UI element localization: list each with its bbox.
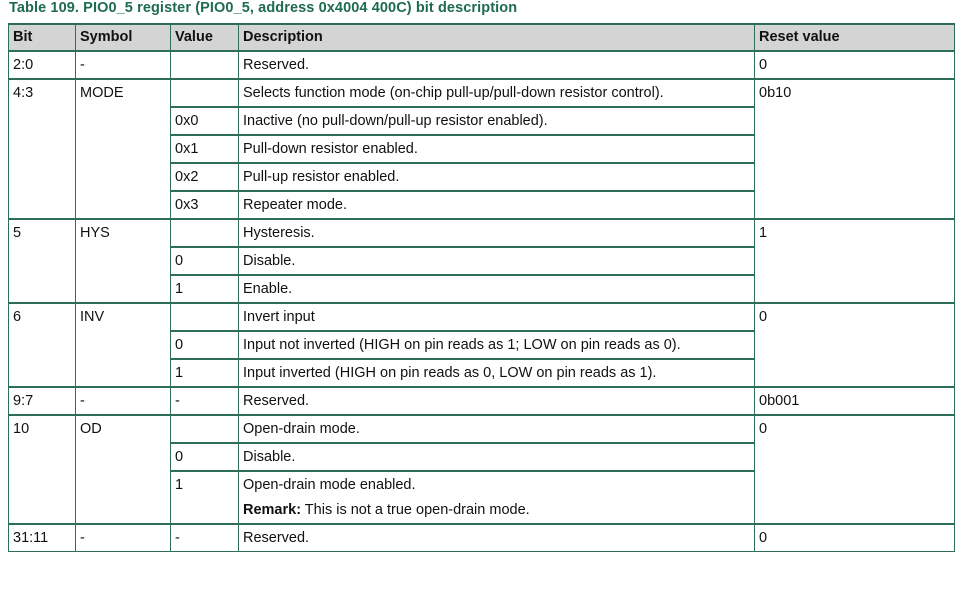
cell-description: Invert input <box>239 303 755 331</box>
table-row <box>9 303 955 331</box>
cell-value: 0x0 <box>171 107 239 135</box>
cell-value: 0 <box>171 443 239 471</box>
cell-symbol: OD <box>76 415 171 524</box>
cell-bit: 9:7 <box>9 387 76 415</box>
header-value: Value <box>171 24 239 51</box>
cell-description <box>239 471 755 524</box>
cell-value: - <box>171 524 239 552</box>
cell-value <box>171 219 239 247</box>
cell-description: Hysteresis. <box>239 219 755 247</box>
cell-value: 0x2 <box>171 163 239 191</box>
description-text: Open-drain mode enabled. <box>243 477 416 493</box>
table-row <box>9 524 955 552</box>
cell-symbol: - <box>76 51 171 79</box>
cell-description: Selects function mode (on-chip pull-up/pull-down resistor control). <box>239 79 755 107</box>
cell-symbol: INV <box>76 303 171 387</box>
cell-value <box>171 79 239 107</box>
cell-symbol: - <box>76 387 171 415</box>
table-caption: Table 109. PIO0_5 register (PIO0_5, address 0x4004 400C) bit description <box>9 0 518 16</box>
cell-value <box>171 303 239 331</box>
cell-reset: 0b001 <box>755 387 955 415</box>
cell-value: 0x1 <box>171 135 239 163</box>
header-bit: Bit <box>9 24 76 51</box>
table-header-row <box>9 24 955 51</box>
cell-reset: 0 <box>755 303 955 387</box>
cell-bit: 4:3 <box>9 79 76 219</box>
cell-value <box>171 415 239 443</box>
cell-bit: 31:11 <box>9 524 76 552</box>
cell-description: Input not inverted (HIGH on pin reads as 1; LOW on pin reads as 0). <box>239 331 755 359</box>
table-row <box>9 415 955 443</box>
cell-description: Reserved. <box>239 524 755 552</box>
cell-description: Open-drain mode. <box>239 415 755 443</box>
cell-reset: 1 <box>755 219 955 303</box>
cell-value: - <box>171 387 239 415</box>
remark-text: This is not a true open-drain mode. <box>301 502 530 518</box>
cell-reset: 0 <box>755 524 955 552</box>
table-row <box>9 79 955 107</box>
table-row <box>9 51 955 79</box>
header-description: Description <box>239 24 755 51</box>
cell-description: Disable. <box>239 443 755 471</box>
cell-reset: 0 <box>755 415 955 524</box>
cell-description: Enable. <box>239 275 755 303</box>
cell-symbol: - <box>76 524 171 552</box>
cell-value: 0 <box>171 331 239 359</box>
cell-value: 0x3 <box>171 191 239 219</box>
header-reset-value: Reset value <box>755 24 955 51</box>
cell-bit: 5 <box>9 219 76 303</box>
cell-description: Reserved. <box>239 387 755 415</box>
cell-description: Disable. <box>239 247 755 275</box>
cell-reset: 0b10 <box>755 79 955 219</box>
cell-value: 1 <box>171 275 239 303</box>
cell-symbol: HYS <box>76 219 171 303</box>
table-row <box>9 219 955 247</box>
bit-description-table <box>8 23 955 552</box>
cell-value <box>171 51 239 79</box>
cell-reset: 0 <box>755 51 955 79</box>
cell-value: 1 <box>171 471 239 524</box>
cell-description: Inactive (no pull-down/pull-up resistor enabled). <box>239 107 755 135</box>
cell-description: Pull-up resistor enabled. <box>239 163 755 191</box>
cell-description: Reserved. <box>239 51 755 79</box>
cell-bit: 2:0 <box>9 51 76 79</box>
remark-label: Remark: <box>243 502 302 518</box>
cell-value: 1 <box>171 359 239 387</box>
cell-value: 0 <box>171 247 239 275</box>
cell-symbol: MODE <box>76 79 171 219</box>
cell-description: Pull-down resistor enabled. <box>239 135 755 163</box>
cell-description: Repeater mode. <box>239 191 755 219</box>
table-row <box>9 387 955 415</box>
cell-bit: 6 <box>9 303 76 387</box>
header-symbol: Symbol <box>76 24 171 51</box>
cell-description: Input inverted (HIGH on pin reads as 0, LOW on pin reads as 1). <box>239 359 755 387</box>
remark-line <box>243 501 750 520</box>
cell-bit: 10 <box>9 415 76 524</box>
